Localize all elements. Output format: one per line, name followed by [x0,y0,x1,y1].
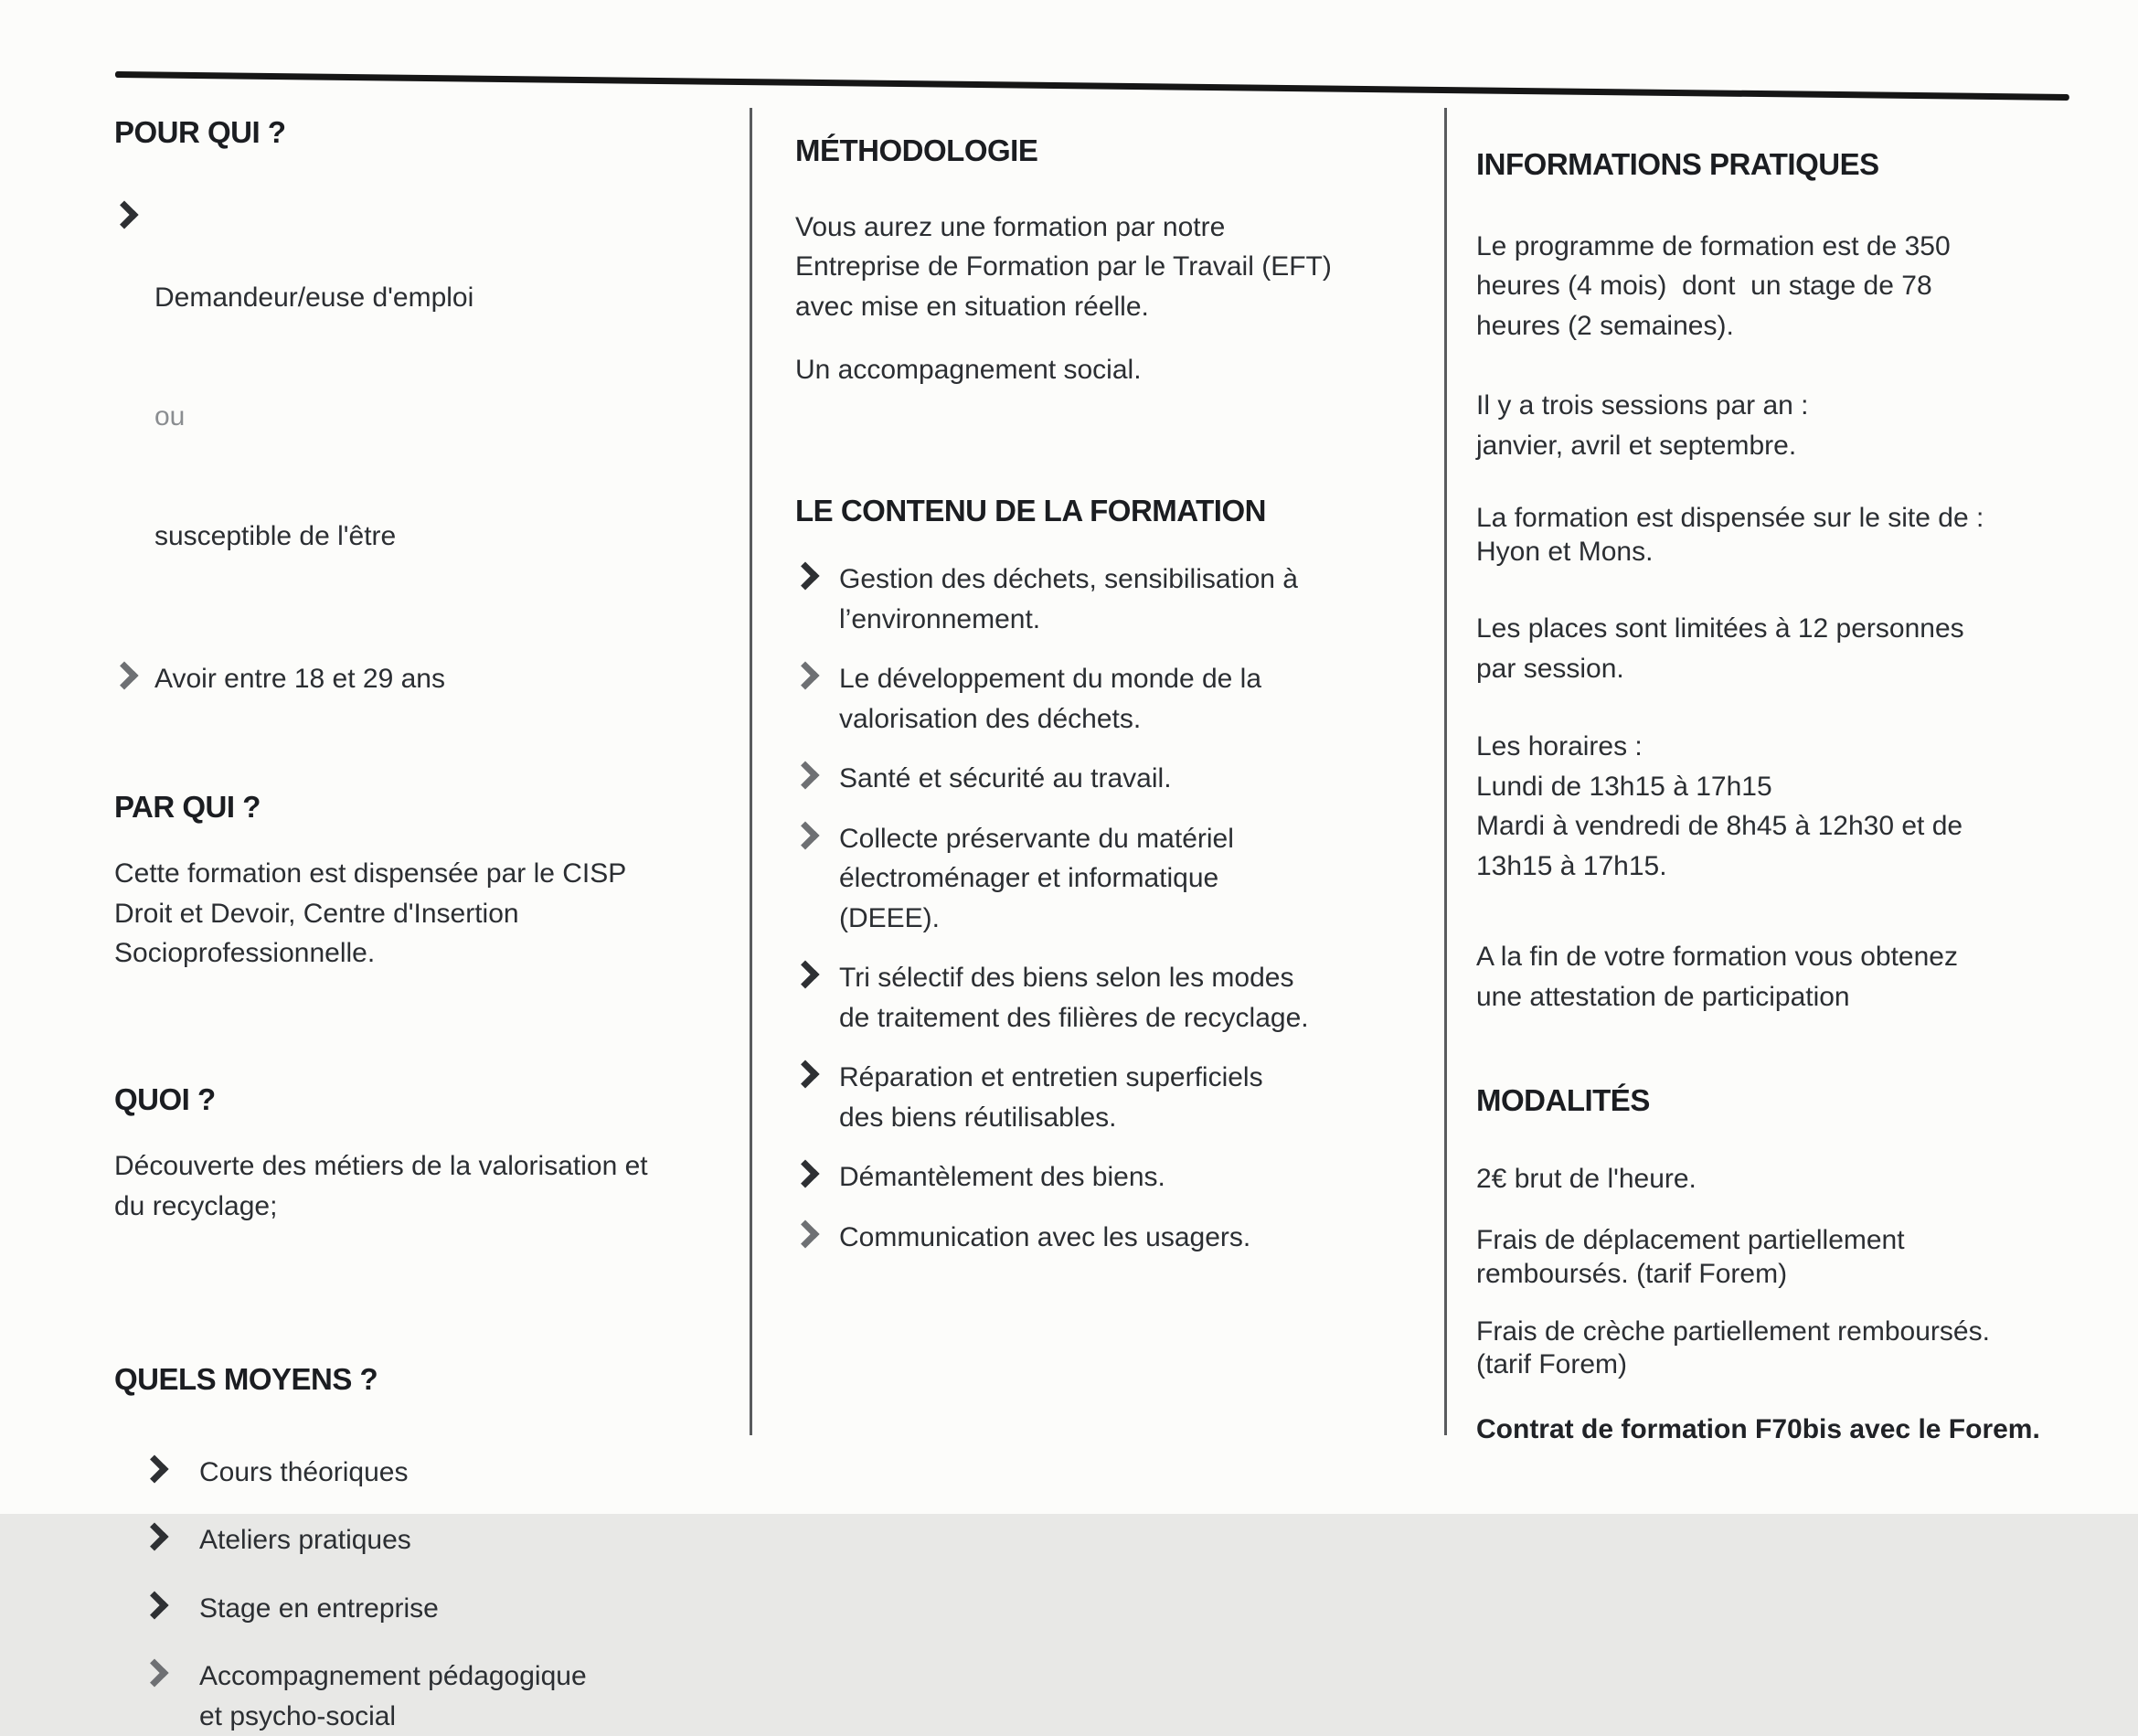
section-heading-par-qui: PAR QUI ? [114,789,261,824]
list-item [144,1589,729,1629]
chevron-right-icon [140,1454,168,1483]
chevron-right-icon [110,662,138,690]
bullet-text [154,198,473,636]
bullet-line: Demandeur/euse d'emploi [154,282,474,313]
chevron-right-icon [791,821,819,849]
bullet-line: ou [154,401,186,432]
site-paragraph: La formation est dispensée sur le site de : Hyon et Mons. [1476,503,1984,567]
list-item [795,659,1417,739]
programme-paragraph: Le programme de formation est de 350 heures (4 mois) dont un stage de 78 heures (2 semaines). [1476,230,1951,341]
column-divider-right [1444,108,1447,1435]
section-heading-modalites: MODALITÉS [1476,1083,1650,1118]
list-item [114,198,729,636]
bullet-line: susceptible de l'être [154,520,397,551]
bullet-text: Communication avec les usagers. [839,1221,1251,1252]
bullet-text: Gestion des déchets, sensibilisation à l’environnement. [839,564,1298,634]
contenu-list [795,559,1417,1257]
pour-qui-list [114,198,729,699]
section-heading-pour-qui: POUR QUI ? [114,115,286,149]
section-heading-quels-moyens: QUELS MOYENS ? [114,1362,378,1397]
section-heading-methodologie: MÉTHODOLOGIE [795,133,1038,167]
bullet-text: Stage en entreprise [199,1592,439,1624]
horaires-paragraph: Les horaires : Lundi de 13h15 à 17h15 Mardi à vendredi de 8h45 à 12h30 et de 13h15 à 17h15. [1476,731,1963,881]
list-item [114,659,729,699]
bullet-text: Le développement du monde de la valorisation des déchets. [839,664,1262,734]
attestation-paragraph: A la fin de votre formation vous obtenez une attestation de participation [1476,942,1958,1012]
accompagnement-paragraph: Un accompagnement social. [795,355,1142,386]
methodologie-paragraph: Vous aurez une formation par notre Entreprise de Formation par le Travail (EFT) avec mise en situation réelle. [795,211,1332,322]
bullet-text: Santé et sécurité au travail. [839,763,1172,794]
chevron-right-icon [140,1591,168,1619]
list-item [144,1453,729,1493]
bullet-text: Démantèlement des biens. [839,1162,1165,1193]
list-item [795,819,1417,939]
chevron-right-icon [791,1060,819,1089]
section-heading-quoi: QUOI ? [114,1081,216,1116]
column-middle [795,133,1417,1257]
bullet-text: Cours théoriques [199,1456,409,1487]
column-right [1476,146,2116,1449]
bullet-text: Collecte préservante du matériel électroménager et informatique (DEEE). [839,823,1234,933]
section-heading-infos-pratiques: INFORMATIONS PRATIQUES [1476,147,1879,181]
top-rule [115,71,2069,101]
bullet-text: Tri sélectif des biens selon les modes de traitement des filières de recyclage. [839,963,1309,1033]
bullet-text: Réparation et entretien superficiels des biens réutilisables. [839,1062,1263,1133]
list-item [144,1656,729,1736]
chevron-right-icon [791,961,819,989]
column-divider-left [750,108,752,1435]
list-item [795,1157,1417,1198]
chevron-right-icon [110,200,138,229]
list-item [795,958,1417,1038]
par-qui-paragraph: Cette formation est dispensée par le CISP Droit et Devoir, Centre d'Insertion Socioprofessionnelle. [114,858,627,969]
bullet-text: Ateliers pratiques [199,1525,411,1556]
list-item [795,559,1417,639]
chevron-right-icon [140,1523,168,1551]
list-item [795,1058,1417,1137]
bullet-text: Accompagnement pédagogique et psycho-social [199,1661,587,1731]
places-paragraph: Les places sont limitées à 12 personnes par session. [1476,613,1964,684]
chevron-right-icon [791,662,819,690]
quels-moyens-list [114,1453,729,1736]
chevron-right-icon [140,1659,168,1688]
frais-deplacement-paragraph: Frais de déplacement partiellement remboursés. (tarif Forem) [1476,1225,1905,1289]
list-item [795,1218,1417,1258]
sessions-paragraph: Il y a trois sessions par an : janvier, avril et septembre. [1476,390,1809,461]
chevron-right-icon [791,761,819,790]
frais-creche-paragraph: Frais de crèche partiellement remboursés. (tarif Forem) [1476,1315,1990,1380]
quoi-paragraph: Découverte des métiers de la valorisation et du recyclage; [114,1151,648,1221]
list-item [144,1520,729,1560]
chevron-right-icon [791,562,819,591]
chevron-right-icon [791,1219,819,1248]
column-left [114,114,729,1736]
chevron-right-icon [791,1160,819,1188]
bullet-text: Avoir entre 18 et 29 ans [154,664,445,695]
remuneration-paragraph: 2€ brut de l'heure. [1476,1163,1697,1194]
contrat-paragraph: Contrat de formation F70bis avec le Forem. [1476,1413,2040,1444]
section-heading-contenu: LE CONTENU DE LA FORMATION [795,493,1266,527]
list-item [795,759,1417,799]
